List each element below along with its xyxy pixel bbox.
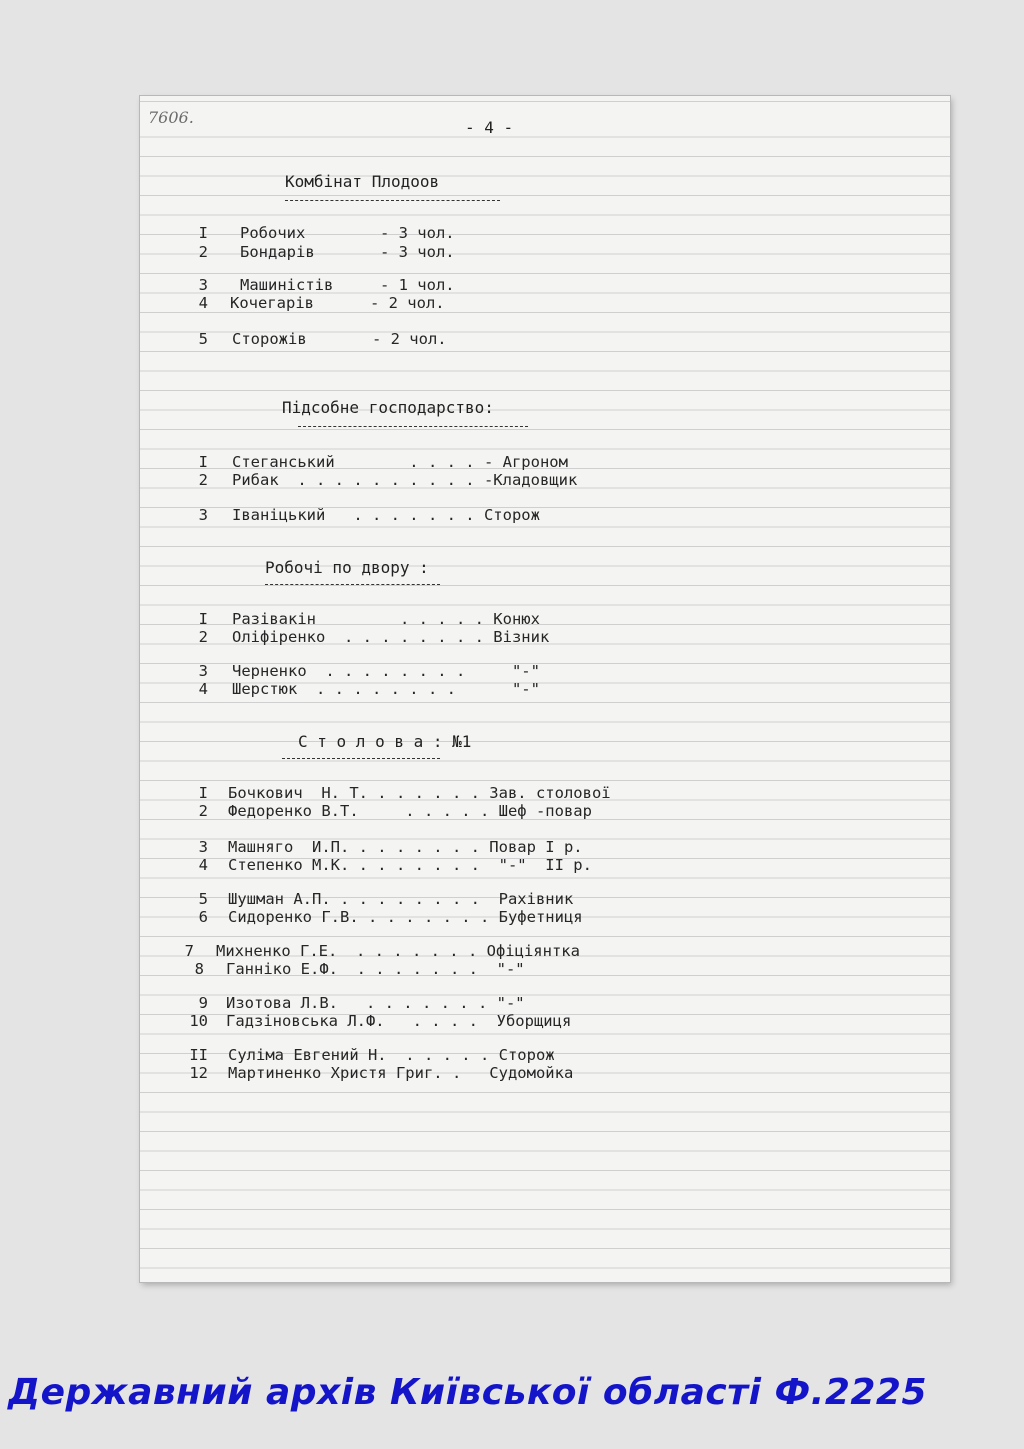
item-number: I [198, 453, 208, 471]
document-page [140, 96, 950, 1282]
handwritten-archive-note: 7606. [148, 108, 194, 127]
item-number: 2 [198, 802, 208, 820]
section-underline [285, 200, 500, 201]
list-item: Гадзіновська Л.Ф. . . . . Уборщиця [226, 1012, 572, 1030]
list-item: Бочкович Н. Т. . . . . . . Зав. столової [228, 784, 611, 802]
list-item: Михненко Г.Е. . . . . . . . Офіціянтка [216, 942, 580, 960]
list-item: Машняго И.П. . . . . . . . Повар І р. [228, 838, 583, 856]
section-underline [265, 584, 440, 585]
item-number: 7 [184, 942, 194, 960]
archive-footer-label: Державний архів Київської області Ф.2225 [8, 1372, 928, 1413]
list-item: Сидоренко Г.В. . . . . . . . Буфетниця [228, 908, 583, 926]
item-number: 3 [198, 662, 208, 680]
list-item: Робочих - 3 чол. [240, 224, 455, 242]
item-number: 12 [189, 1064, 208, 1082]
list-item: Мартиненко Христя Григ. . Судомойка [228, 1064, 574, 1082]
list-item: Бондарів - 3 чол. [240, 243, 455, 261]
list-item: Оліфіренко . . . . . . . . Візник [232, 628, 550, 646]
item-number: I [198, 784, 208, 802]
section-underline [298, 426, 528, 427]
item-number: 4 [198, 294, 208, 312]
list-item: Изотова Л.В. . . . . . . . "-" [226, 994, 525, 1012]
list-item: Разівакін . . . . . Конюх [232, 610, 540, 628]
list-item: Іваніцький . . . . . . . Сторож [232, 506, 540, 524]
item-number: 9 [198, 994, 208, 1012]
item-number: 2 [198, 471, 208, 489]
item-number: 3 [198, 838, 208, 856]
section-title-robochi: Робочі по двору : [265, 558, 429, 577]
list-item: Шушман А.П. . . . . . . . . Рахівник [228, 890, 574, 908]
list-item: Шерстюк . . . . . . . . "-" [232, 680, 540, 698]
list-item: Машиністів - 1 чол. [240, 276, 455, 294]
list-item: Рибак . . . . . . . . . . -Кладовщик [232, 471, 578, 489]
section-title-pidsobne: Підсобне господарство: [282, 398, 494, 417]
page-number: - 4 - [465, 118, 514, 137]
item-number: 5 [198, 330, 208, 348]
section-title-stolova: С т о л о в а : №1 [298, 732, 472, 751]
list-item: Сторожів - 2 чол. [232, 330, 447, 348]
item-number: I [198, 610, 208, 628]
item-number: II [189, 1046, 208, 1064]
item-number: 10 [189, 1012, 208, 1030]
list-item: Степенко М.К. . . . . . . . "-" ІІ р. [228, 856, 592, 874]
item-number: 3 [198, 276, 208, 294]
section-title-kombinat: Комбінат Плодоов [285, 172, 440, 191]
item-number: 2 [198, 628, 208, 646]
item-number: 5 [198, 890, 208, 908]
section-underline [282, 758, 440, 759]
item-number: 3 [198, 506, 208, 524]
list-item: Кочегарів - 2 чол. [230, 294, 445, 312]
list-item: Черненко . . . . . . . . "-" [232, 662, 540, 680]
item-number: 2 [198, 243, 208, 261]
list-item: Суліма Евгений Н. . . . . . Сторож [228, 1046, 555, 1064]
item-number: 8 [194, 960, 204, 978]
item-number: 6 [198, 908, 208, 926]
item-number: 4 [198, 680, 208, 698]
list-item: Ганніко Е.Ф. . . . . . . . "-" [226, 960, 525, 978]
item-number: I [198, 224, 208, 242]
item-number: 4 [198, 856, 208, 874]
list-item: Стеганський . . . . - Агроном [232, 453, 568, 471]
list-item: Федоренко В.Т. . . . . . Шеф -повар [228, 802, 592, 820]
